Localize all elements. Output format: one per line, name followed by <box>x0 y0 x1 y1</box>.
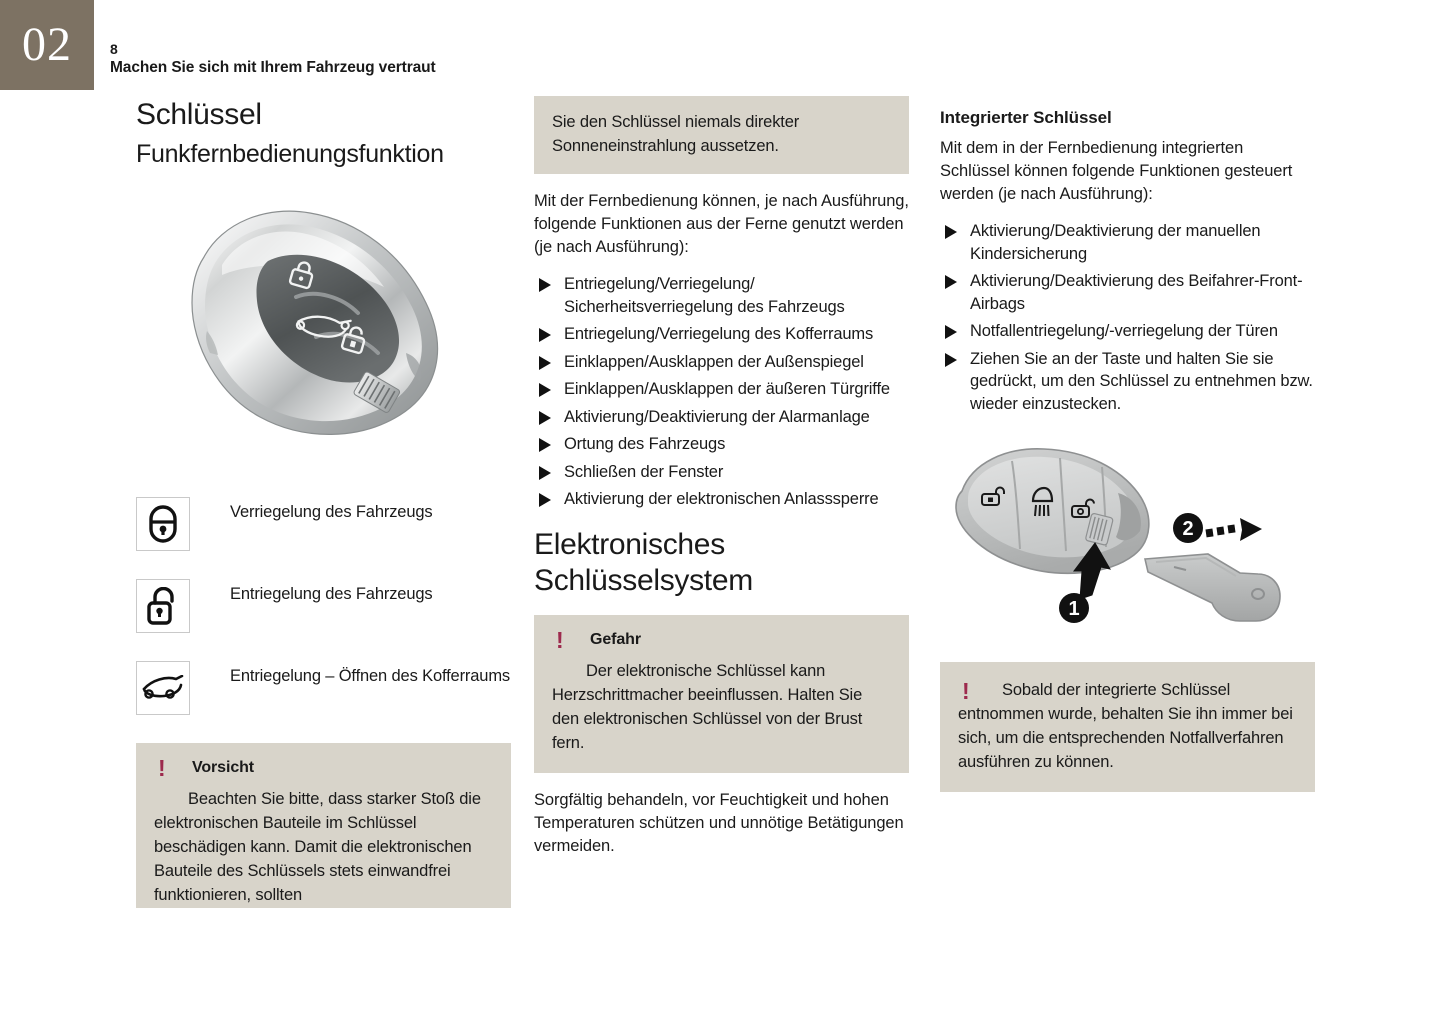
danger-box-text: Der elektronische Schlüssel kann Herzschrittmacher beeinflussen. Halten Sie den elektronischen Schlüssel von der Brust fern. <box>552 661 863 752</box>
list-item-label: Einklappen/Ausklappen der äußeren Türgriffe <box>564 380 890 398</box>
bullet-arrow-icon <box>945 275 957 289</box>
legend-item <box>136 497 511 551</box>
right-column <box>940 96 1315 808</box>
section-title-line-1: Elektronisches <box>534 527 725 561</box>
list-item <box>534 488 909 511</box>
list-item <box>534 378 909 401</box>
list-item-label: Ziehen Sie an der Taste und halten Sie sie gedrückt, um den Schlüssel zu entnehmen bzw. wieder einzustecken. <box>970 349 1313 413</box>
list-item-label: Aktivierung/Deaktivierung des Beifahrer-Front-Airbags <box>970 272 1303 313</box>
list-item-label: Schließen der Fenster <box>564 462 724 481</box>
list-item-label: Notfallentriegelung/-verriegelung der Türen <box>970 322 1278 340</box>
legend-item <box>136 579 511 633</box>
caution-box-title: Vorsicht <box>192 759 255 776</box>
key-extraction-illustration <box>940 431 1310 646</box>
caution-box-continuation <box>534 96 909 174</box>
legend-item <box>136 661 511 715</box>
key-button-legend <box>136 497 511 715</box>
lock-closed-icon <box>136 497 190 551</box>
list-item <box>940 320 1315 343</box>
middle-column <box>534 96 909 872</box>
warning-exclamation-icon: ! <box>158 755 166 781</box>
list-item-label: Aktivierung der elektronischen Anlasssperre <box>564 490 879 508</box>
list-item <box>940 270 1315 315</box>
chapter-number-badge <box>0 0 94 90</box>
warning-exclamation-icon: ! <box>962 678 970 704</box>
subsection-title: Funkfernbedienungsfunktion <box>136 140 444 168</box>
lock-open-icon <box>136 579 190 633</box>
list-item <box>534 323 909 346</box>
bullet-arrow-icon <box>539 328 551 342</box>
car-trunk-icon <box>136 661 190 715</box>
bullet-arrow-icon <box>539 278 551 292</box>
bullet-arrow-icon <box>539 438 551 452</box>
caution-box <box>136 743 511 908</box>
integrated-key-functions-list <box>940 220 1315 415</box>
bullet-arrow-icon <box>539 356 551 370</box>
integrated-key-intro: Mit dem in der Fernbedienung integrierten Schlüssel können folgende Funktionen gesteuert werden (je nach Ausführung): <box>940 139 1293 203</box>
bullet-arrow-icon <box>539 466 551 480</box>
list-item-label: Einklappen/Ausklappen der Außenspiegel <box>564 352 864 371</box>
list-item <box>534 351 909 374</box>
bullet-arrow-icon <box>945 325 957 339</box>
list-item-label: Aktivierung/Deaktivierung der manuellen Kindersicherung <box>970 222 1261 263</box>
warning-exclamation-icon: ! <box>556 626 564 653</box>
integrated-key-blade <box>1145 554 1280 621</box>
bullet-arrow-icon <box>539 493 551 507</box>
list-item <box>534 433 909 456</box>
list-item-label: Entriegelung/Verriegelung/ Sicherheitsverriegelung des Fahrzeugs <box>564 275 845 316</box>
integrated-key-extraction-diagram <box>940 431 1315 646</box>
section-title-line-2: Schlüsselsystem <box>534 563 753 597</box>
bullet-arrow-icon <box>945 353 957 367</box>
remote-functions-list <box>534 273 909 511</box>
integrated-key-note-box <box>940 662 1315 792</box>
bullet-arrow-icon <box>945 225 957 239</box>
remote-intro-paragraph: Mit der Fernbedienung können, je nach Ausführung, folgende Funktionen aus der Ferne genutzt werden (je nach Ausführung): <box>534 192 909 256</box>
left-column <box>136 96 511 924</box>
legend-item-label: Verriegelung des Fahrzeugs <box>230 503 433 521</box>
integrated-key-note-text: Sobald der integrierte Schlüssel entnommen wurde, behalten Sie ihn immer bei sich, um die entsprechenden Notfallverfahren ausführen zu können. <box>958 681 1293 771</box>
list-item <box>534 461 909 484</box>
list-item <box>534 273 909 318</box>
page-number: 8 <box>110 41 118 57</box>
list-item-label: Ortung des Fahrzeugs <box>564 435 726 453</box>
list-item <box>940 220 1315 265</box>
chapter-title: Machen Sie sich mit Ihrem Fahrzeug vertraut <box>110 59 436 76</box>
integrated-key-title: Integrierter Schlüssel <box>940 108 1112 127</box>
chapter-number: 02 <box>22 18 72 71</box>
list-item-label: Entriegelung/Verriegelung des Kofferraums <box>564 325 874 343</box>
handling-paragraph: Sorgfältig behandeln, vor Feuchtigkeit und hohen Temperaturen schützen und unnötige Betätigungen vermeiden. <box>534 790 904 855</box>
electronic-key-system-title <box>534 527 909 599</box>
legend-item-label: Entriegelung – Öffnen des Kofferraums <box>230 667 511 685</box>
legend-item-label: Entriegelung des Fahrzeugs <box>230 585 433 603</box>
callout-2-label: 2 <box>1182 518 1194 540</box>
list-item-label: Aktivierung/Deaktivierung der Alarmanlage <box>564 407 870 426</box>
caution-continuation-text: Sie den Schlüssel niemals direkter Sonneneinstrahlung aussetzen. <box>552 113 800 155</box>
danger-box <box>534 615 909 773</box>
callout-1-label: 1 <box>1068 598 1080 620</box>
caution-box-text: Beachten Sie bitte, dass starker Stoß die elektronischen Bauteile im Schlüssel beschädigen kann. Damit die elektronischen Bauteile des Schlüssels stets einwandfrei funktionieren, sollten <box>154 790 481 904</box>
key-fob-illustration <box>144 185 474 475</box>
list-item <box>940 348 1315 416</box>
danger-box-title: Gefahr <box>590 630 641 648</box>
page-header <box>110 40 436 78</box>
list-item <box>534 406 909 429</box>
remote-key-fob-photo <box>144 185 511 475</box>
pull-direction-arrow <box>1205 518 1262 541</box>
bullet-arrow-icon <box>539 411 551 425</box>
bullet-arrow-icon <box>539 383 551 397</box>
page-title: Schlüssel <box>136 98 262 131</box>
